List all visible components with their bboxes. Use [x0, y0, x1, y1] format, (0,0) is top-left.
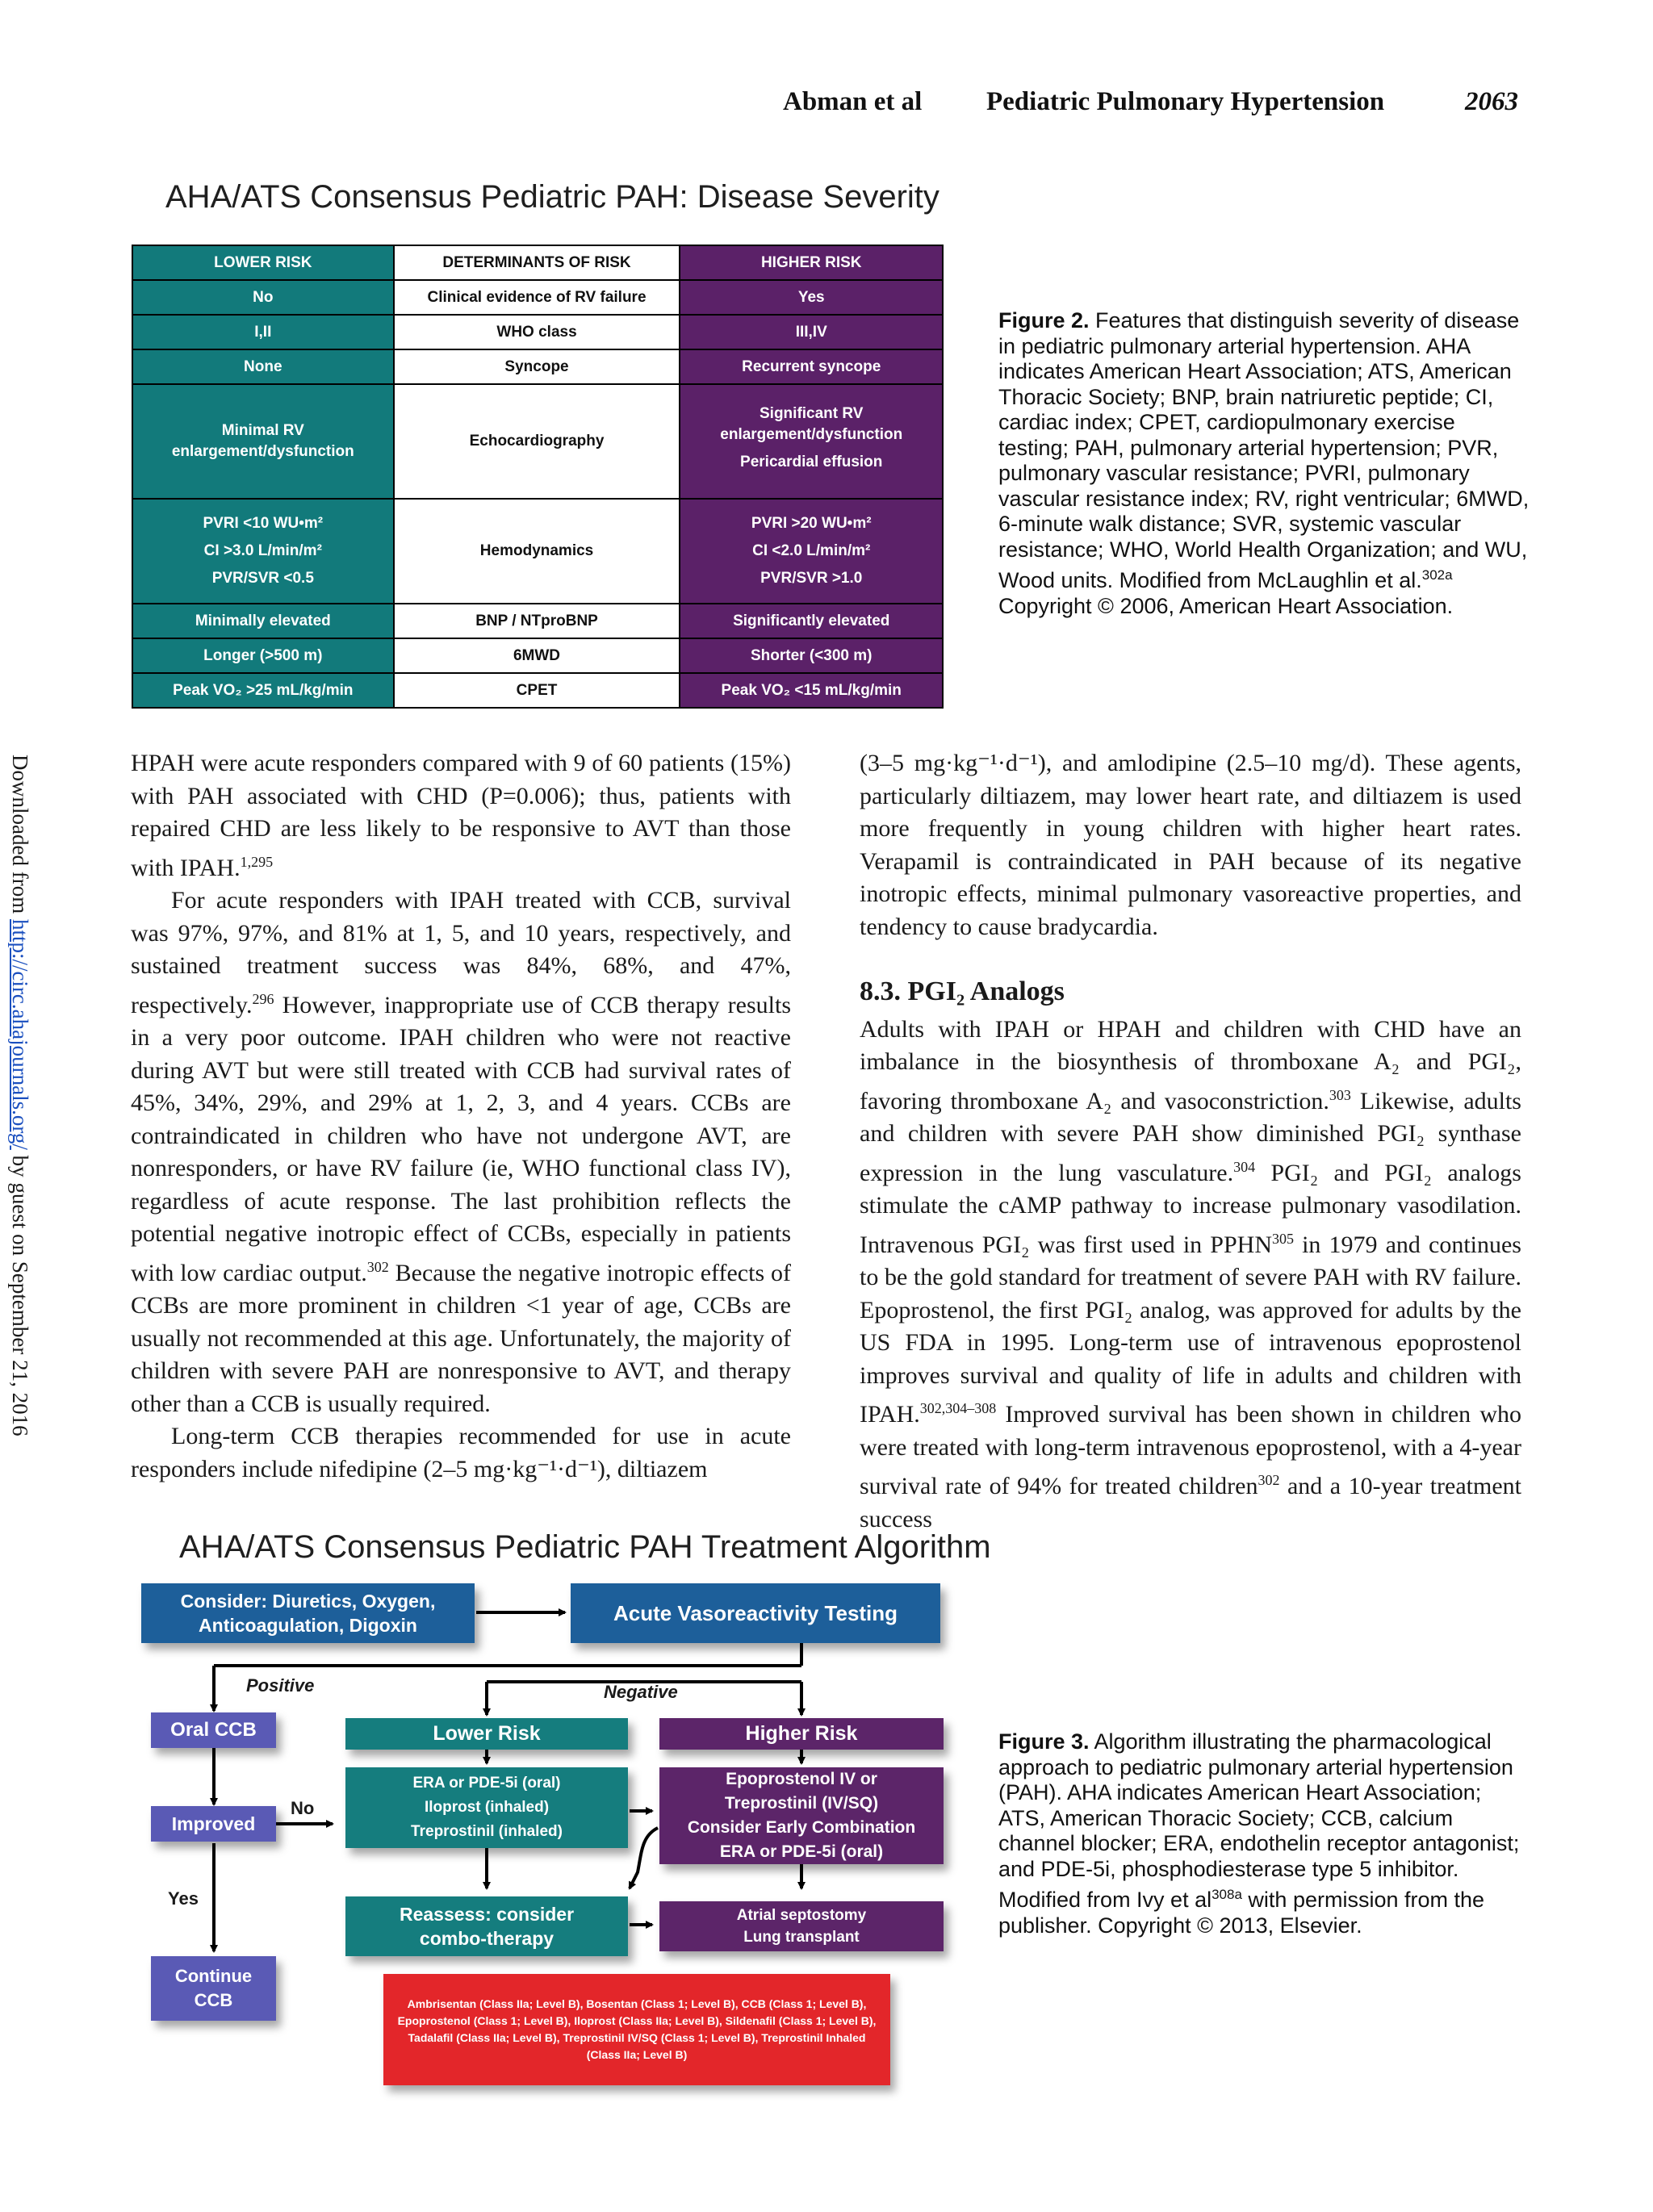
lower-line: PVR/SVR <0.5 — [211, 570, 314, 587]
higher-cell: Peak VO₂ <15 mL/kg/min — [680, 673, 943, 708]
citation: 296 — [252, 990, 274, 1007]
right-paragraph-1: (3–5 mg·kg⁻¹·d⁻¹), and amlodipine (2.5–10 mg/d). These agents, particularly diltiazem, may lower heart rate, and diltiazem is used more frequently in young children with higher heart rates. Verapamil is contraindicated in PAH because of its negative inotropic effects, minimal pulmonary vasoreactive properties, and tendency to cause bradycardia. — [860, 750, 1521, 940]
lower-cell: Minimally elevated — [132, 604, 394, 638]
left-p2-text: Because the negative inotropic effects of CCBs are more prominent in children <1 year of age, CCBs are usually not recommended at this age. Unfortunately, the majority of children with severe PAH are nonresponsive to AVT, and therapy other than a CCB is usually required. — [131, 1259, 791, 1417]
lower-cell: Longer (>500 m) — [132, 638, 394, 673]
determinant-cell: Echocardiography — [394, 384, 680, 499]
oral-ccb-box: Oral CCB — [151, 1712, 276, 1748]
lower-cell: I,II — [132, 315, 394, 349]
continue-line: CCB — [194, 1990, 233, 2010]
journal-link[interactable]: http://circ.ahajournals.org/ — [8, 918, 32, 1150]
lower-risk-box: Lower Risk — [345, 1718, 628, 1750]
figure2-caption-ref: 302a — [1421, 567, 1453, 583]
left-p2-text: For acute responders with IPAH treated with CCB, survival was 97%, 97%, and 81% at 1, 5, and 10 years, respectively, and sustained treatment success was 84%, 68%, and 47%, respectively. — [131, 887, 791, 1018]
left-paragraph-3: Long-term CCB therapies recommended for use in acute responders include nifedipine (2–5 mg·kg⁻¹·d⁻¹), diltiazem — [131, 1423, 791, 1482]
yes-label: Yes — [168, 1888, 199, 1909]
citation: 302,304–308 — [919, 1400, 997, 1416]
higher-risk-therapy-box — [659, 1767, 944, 1864]
therapy-line: Iloprost (inhaled) — [424, 1799, 550, 1816]
download-note-prefix: Downloaded from — [8, 755, 32, 919]
lower-line: Minimal RV — [221, 422, 304, 439]
lower-risk-therapy-box — [345, 1767, 628, 1848]
therapy-line: Treprostinil (IV/SQ) — [724, 1794, 879, 1813]
higher-line: enlargement/dysfunction — [720, 426, 903, 443]
higher-cell: Significantly elevated — [680, 604, 943, 638]
determinant-cell: CPET — [394, 673, 680, 708]
positive-label: Positive — [246, 1675, 315, 1696]
higher-line: CI <2.0 L/min/m² — [752, 542, 871, 559]
therapy-line: Epoprostenol IV or — [726, 1770, 877, 1788]
page-number: 2063 — [1465, 87, 1518, 116]
citation: 303 — [1329, 1086, 1351, 1103]
higher-line: Significant RV — [760, 405, 864, 422]
continue-line: Continue — [174, 1966, 253, 1986]
lower-line: CI >3.0 L/min/m² — [203, 542, 322, 559]
col-header-lower-risk: LOWER RISK — [132, 245, 394, 280]
therapy-line: ERA or PDE-5i (oral) — [412, 1775, 561, 1792]
determinant-cell: 6MWD — [394, 638, 680, 673]
continue-ccb-box — [151, 1956, 276, 2021]
figure2-caption-text: Features that distinguish severity of disease in pediatric pulmonary arterial hypertension. AHA indicates American Heart Association; ATS, American Thoracic Society; BNP, brain natriuretic peptide; CI, cardiac index; CPET, cardiopulmonary exercise testing; PAH, pulmonary arterial hypertension; PVR, pulmonary vascular resistance; PVRI, pulmonary vascular resistance index; RV, right ventricular; 6MWD, 6-minute walk distance; SVR, systemic vascular resistance; WHO, World Health Organization; and WU, Wood units. Modified from McLaughlin et al. — [998, 308, 1530, 592]
figure2-caption-end: Copyright © 2006, American Heart Association. — [998, 593, 1454, 618]
reassess-box — [345, 1896, 628, 1956]
lower-cell: No — [132, 280, 394, 315]
col-header-higher-risk: HIGHER RISK — [680, 245, 943, 280]
higher-cell: Yes — [680, 280, 943, 315]
download-note-suffix: by guest on September 21, 2016 — [8, 1149, 32, 1436]
right-p2-text: PGI₂ and PGI₂ analogs stimulate the cAMP pathway to increase pulmonary vasodilation. Intravenous PGI₂ was first used in PPHN — [860, 1159, 1521, 1258]
negative-label: Negative — [604, 1682, 678, 1702]
improved-box: Improved — [151, 1806, 276, 1842]
citation: 302 — [1258, 1472, 1280, 1488]
determinant-cell: Clinical evidence of RV failure — [394, 280, 680, 315]
determinant-cell: Hemodynamics — [394, 499, 680, 604]
therapy-line: ERA or PDE-5i (oral) — [719, 1842, 884, 1861]
figure3-caption-text: Algorithm illustrating the pharmacological approach to pediatric pulmonary arterial hypertension (PAH). AHA indicates American Heart Association; ATS, American Thoracic Society; CCB, calcium channel blocker; ERA, endothelin receptor antagonist; and PDE-5i, phosphodiesterase type 5 inhibitor. Modified from Ivy et al — [998, 1729, 1520, 1912]
higher-line: Pericardial effusion — [740, 454, 883, 470]
right-p2-text: in 1979 and continues to be the gold standard for treatment of severe PAH with RV failure. Epoprostenol, the first PGI₂ analog, was approved for adults by the US FDA in 1995. Long-term use of intravenous epoprostenol improves survival and quality of life in adults and children with IPAH. — [860, 1231, 1521, 1428]
right-p2-text: Improved survival has been shown in children who were treated with long-term intravenous epoprostenol, with a 4-year survival rate of 94% for treated children — [860, 1401, 1521, 1499]
therapy-line: Treprostinil (inhaled) — [411, 1823, 563, 1840]
evidence-box: Ambrisentan (Class IIa; Level B), Bosentan (Class 1; Level B), CCB (Class 1; Level B), Epoprostenol (Class 1; Level B), Iloprost (Class IIa; Level B), Sildenafil (Class 1; Level B), Tadalafil (Class IIa; Level B), Treprostinil IV/SQ (Class 1; Level B), Treprostinil Inhaled (Class IIa; Level B) — [383, 1974, 890, 2085]
running-header-title: Pediatric Pulmonary Hypertension — [986, 87, 1385, 116]
lower-line: enlargement/dysfunction — [171, 443, 354, 460]
lower-cell: Peak VO₂ >25 mL/kg/min — [132, 673, 394, 708]
figure3-caption-ref: 308a — [1212, 1887, 1242, 1902]
figure3-caption-end: with permission from the publisher. Copyright © 2013, Elsevier. — [998, 1888, 1485, 1938]
consider-line: Anticoagulation, Digoxin — [199, 1615, 417, 1636]
consider-box — [141, 1583, 475, 1643]
higher-line: PVR/SVR >1.0 — [760, 570, 863, 587]
section-heading: 8.3. PGI₂ Analogs — [860, 976, 1065, 1006]
reassess-line: Reassess: consider — [399, 1904, 575, 1925]
figure3-caption — [998, 1729, 1531, 1938]
col-header-determinants: DETERMINANTS OF RISK — [394, 245, 680, 280]
right-p2-text: and a 10-year treatment success — [860, 1473, 1521, 1533]
determinant-cell: BNP / NTproBNP — [394, 604, 680, 638]
higher-risk-box: Higher Risk — [659, 1718, 944, 1750]
higher-cell: Recurrent syncope — [680, 349, 943, 384]
figure2-title: AHA/ATS Consensus Pediatric PAH: Disease Severity — [165, 179, 939, 215]
right-p2-text: Likewise, adults and children with severe PAH show diminished PGI₂ synthase expression in the lung vasculature. — [860, 1087, 1521, 1186]
figure3-title: AHA/ATS Consensus Pediatric PAH Treatment Algorithm — [179, 1529, 991, 1565]
citation: 305 — [1271, 1230, 1294, 1247]
higher-cell: Shorter (<300 m) — [680, 638, 943, 673]
figure2-caption-label: Figure 2. — [998, 308, 1090, 332]
figure3-caption-label: Figure 3. — [998, 1729, 1090, 1754]
avt-box: Acute Vasoreactivity Testing — [571, 1583, 940, 1643]
left-p1-text: HPAH were acute responders compared with 9 of 60 patients (15%) with PAH associated with CHD (P=0.006); thus, patients with repaired CHD are less likely to be responsive to AVT than those with IPAH. — [131, 750, 791, 881]
right-p2-text: Adults with IPAH or HPAH and children with CHD have an imbalance in the biosynthesis of thromboxane A₂ and PGI₂, favoring thromboxane A₂ and vasoconstriction. — [860, 1015, 1521, 1114]
no-label: No — [291, 1798, 315, 1818]
left-p2-text: However, inappropriate use of CCB therapy results in a very poor outcome. IPAH children who were not reactive during AVT but were still treated with CCB had survival rates of 45%, 34%, 29%, and 29% at 1, 2, 3, and 4 years. CCBs are contraindicated in children who have not undergone AVT, are nonresponders, or have RV failure (ie, WHO functional class IV), regardless of acute response. The last prohibition reflects the potential negative inotropic effect of CCBs, especially in patients with low cardiac output. — [131, 991, 791, 1286]
running-header-authors: Abman et al — [783, 87, 923, 116]
determinant-cell: Syncope — [394, 349, 680, 384]
higher-cell: III,IV — [680, 315, 943, 349]
atrial-box — [659, 1901, 944, 1951]
therapy-line: Consider Early Combination — [687, 1818, 916, 1837]
lower-line: PVRI <10 WU•m² — [203, 515, 324, 532]
atrial-line: Atrial septostomy — [736, 1907, 867, 1924]
consider-line: Consider: Diuretics, Oxygen, — [180, 1591, 436, 1612]
citation: 302 — [366, 1258, 389, 1275]
higher-line: PVRI >20 WU•m² — [751, 515, 872, 532]
reassess-line: combo-therapy — [419, 1928, 554, 1949]
citation: 304 — [1233, 1158, 1256, 1175]
arrow-higher-to-reassess — [630, 1828, 658, 1888]
atrial-line: Lung transplant — [743, 1929, 860, 1946]
citation: 1,295 — [240, 853, 274, 870]
determinant-cell: WHO class — [394, 315, 680, 349]
lower-cell: None — [132, 349, 394, 384]
